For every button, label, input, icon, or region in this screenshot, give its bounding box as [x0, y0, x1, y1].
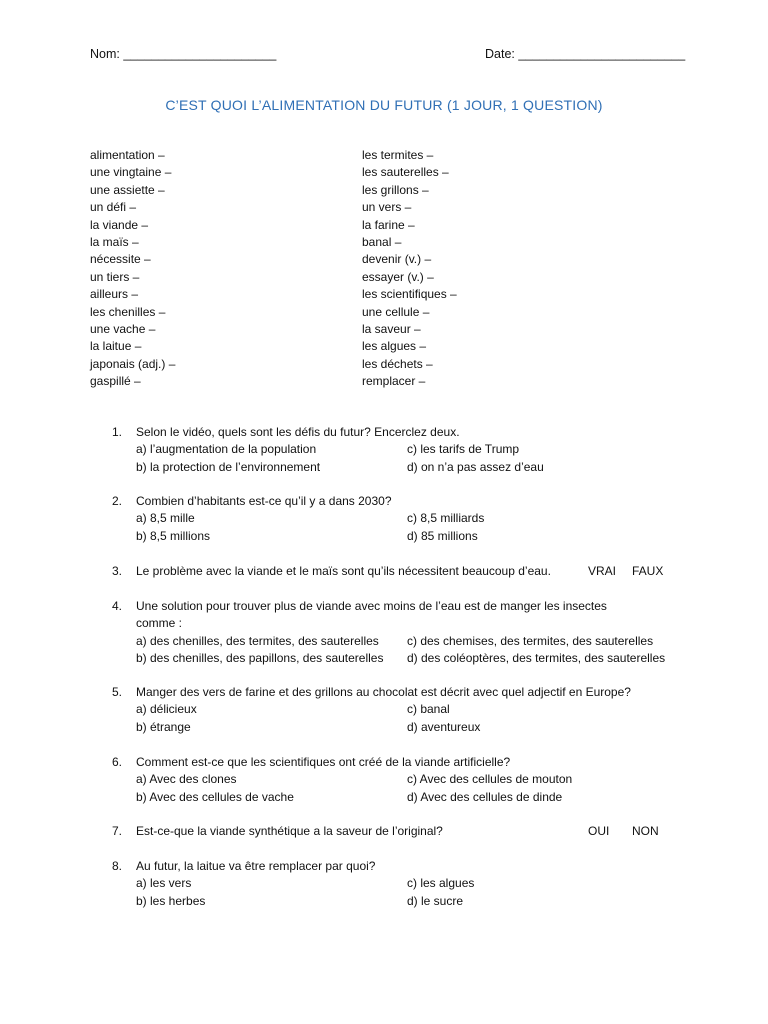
question-number: 6.	[112, 755, 123, 769]
option-b: b) 8,5 millions	[136, 528, 211, 543]
option-d: d) 85 millions	[407, 528, 478, 543]
vocab-item: la laitue –	[90, 339, 142, 354]
option-a: a) Avec des clones	[136, 772, 237, 787]
option-a: a) les vers	[136, 876, 192, 891]
vocab-item: devenir (v.) –	[362, 252, 432, 267]
vocab-item: gaspillé –	[90, 374, 141, 389]
option-d: d) Avec des cellules de dinde	[407, 789, 563, 804]
vocab-item: alimentation –	[90, 148, 165, 162]
question-number: 8.	[112, 859, 123, 873]
question-number: 3.	[112, 564, 123, 578]
question-number: 5.	[112, 685, 123, 699]
question-text: Au futur, la laitue va être remplacer par quoi?	[136, 859, 376, 873]
vocab-item: la viande –	[90, 217, 149, 232]
vocab-item: un défi –	[90, 200, 137, 215]
option-a: a) l’augmentation de la population	[136, 442, 317, 457]
question-2	[0, 493, 768, 545]
yes-choice: OUI	[588, 824, 610, 838]
question-text: Est-ce-que la viande synthétique a la saveur de l’original?	[136, 824, 443, 838]
vocab-item: une assiette –	[90, 182, 165, 197]
option-d: d) des coléoptères, des termites, des sauterelles	[407, 651, 666, 666]
vocab-item: les grillons –	[362, 182, 429, 197]
question-number: 4.	[112, 599, 123, 613]
true-choice: VRAI	[588, 564, 617, 578]
vocab-item: la farine –	[362, 217, 415, 232]
question-text: Selon le vidéo, quels sont les défis du futur? Encerclez deux.	[136, 425, 460, 439]
question-6	[0, 754, 768, 806]
vocab-item: les algues –	[362, 339, 427, 354]
vocab-item: banal –	[362, 234, 402, 249]
option-b: b) la protection de l’environnement	[136, 459, 321, 474]
question-text: Le problème avec la viande et le maïs sont qu’ils nécessitent beaucoup d’eau.	[136, 564, 551, 578]
vocab-item: remplacer –	[362, 374, 426, 389]
vocab-item: essayer (v.) –	[362, 269, 434, 284]
vocab-item: une vingtaine –	[90, 165, 172, 180]
question-number: 1.	[112, 425, 123, 439]
question-number: 7.	[112, 824, 123, 838]
option-b: b) des chenilles, des papillons, des sauterelles	[136, 651, 384, 666]
question-3	[0, 563, 768, 580]
vocab-left-column	[90, 147, 175, 390]
vocab-item: un tiers –	[90, 269, 140, 284]
vocab-item: japonais (adj.) –	[90, 356, 176, 371]
option-b: b) étrange	[136, 719, 191, 734]
option-c: c) les algues	[407, 876, 475, 891]
question-text: Comment est-ce que les scientifiques ont créé de la viande artificielle?	[136, 755, 511, 769]
option-d: d) le sucre	[407, 893, 464, 908]
question-number: 2.	[112, 494, 123, 508]
option-c: c) des chemises, des termites, des sauterelles	[407, 633, 654, 648]
question-1	[0, 424, 768, 476]
option-b: b) Avec des cellules de vache	[136, 789, 294, 804]
question-text: Une solution pour trouver plus de viande avec moins de l’eau est de manger les insectes	[136, 599, 607, 613]
option-c: c) 8,5 milliards	[407, 511, 485, 526]
option-c: c) banal	[407, 702, 450, 717]
option-a: a) 8,5 mille	[136, 511, 195, 526]
vocab-item: les sauterelles –	[362, 165, 449, 180]
option-b: b) les herbes	[136, 893, 206, 908]
vocab-item: une cellule –	[362, 304, 430, 319]
vocab-item: la saveur –	[362, 321, 421, 336]
vocab-item: les scientifiques –	[362, 287, 457, 302]
vocab-item: les termites –	[362, 148, 434, 162]
vocab-item: les chenilles –	[90, 304, 166, 319]
no-choice: NON	[632, 824, 659, 838]
worksheet-title: C’EST QUOI L’ALIMENTATION DU FUTUR (1 JOUR, 1 QUESTION)	[165, 97, 603, 113]
question-4	[0, 598, 768, 668]
vocab-item: les déchets –	[362, 356, 433, 371]
question-7	[0, 823, 768, 840]
vocab-right-column	[362, 147, 457, 390]
question-5	[0, 684, 768, 736]
option-a: a) délicieux	[136, 702, 197, 717]
vocab-item: un vers –	[362, 200, 412, 215]
question-8	[0, 858, 768, 910]
date-field-label: Date: ________________________	[485, 47, 686, 61]
option-a: a) des chenilles, des termites, des sauterelles	[136, 633, 379, 648]
option-d: d) on n’a pas assez d’eau	[407, 459, 544, 474]
vocab-item: une vache –	[90, 321, 156, 336]
option-d: d) aventureux	[407, 719, 481, 734]
false-choice: FAUX	[632, 564, 664, 578]
question-text: Manger des vers de farine et des grillons au chocolat est décrit avec quel adjectif en Europe?	[136, 685, 631, 699]
question-text-continued: comme :	[136, 616, 183, 631]
vocab-item: nécessite –	[90, 252, 151, 267]
option-c: c) les tarifs de Trump	[407, 442, 520, 457]
option-c: c) Avec des cellules de mouton	[407, 772, 573, 787]
name-field-label: Nom: ______________________	[90, 47, 277, 61]
question-text: Combien d’habitants est-ce qu’il y a dans 2030?	[136, 494, 392, 508]
vocab-item: la maïs –	[90, 234, 139, 249]
vocab-item: ailleurs –	[90, 287, 139, 302]
